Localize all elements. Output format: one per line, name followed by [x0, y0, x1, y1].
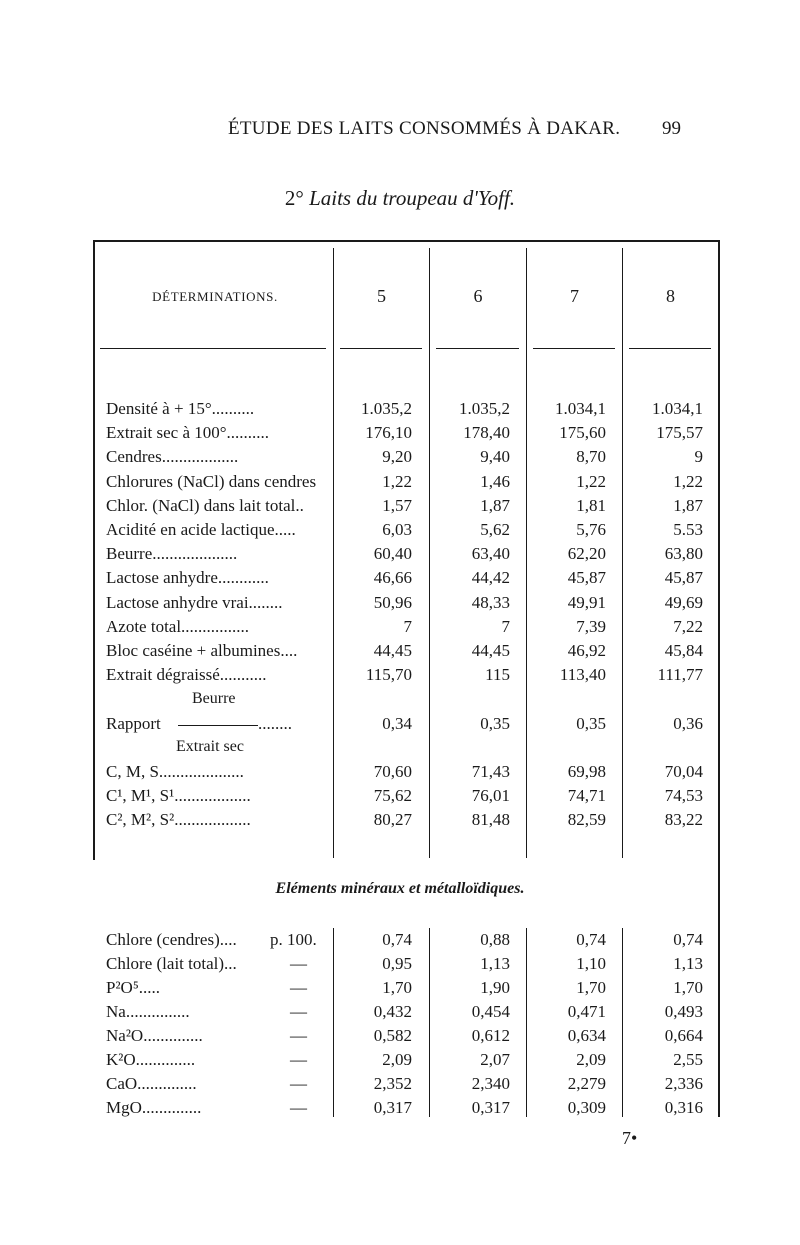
row-label: Azote total................	[106, 616, 250, 636]
table-cell: 45,87	[664, 568, 703, 588]
table-cell: 44,45	[471, 641, 510, 660]
table-cell: 1,22	[382, 471, 412, 491]
table-cell: 8,70	[576, 447, 606, 467]
table-cell: 1,46	[480, 471, 510, 491]
table-cell: 2,352	[373, 1074, 412, 1093]
table-cell: 2,340	[471, 1074, 510, 1093]
table-cell: 1,13	[673, 954, 703, 973]
table-cell: 175,57	[656, 423, 703, 443]
table-cell: 45,84	[664, 641, 703, 660]
table-cell: 1.034,1	[555, 399, 606, 418]
page-number: 99	[662, 118, 681, 139]
row-label: C², M², S²..................	[106, 810, 251, 829]
table-cell: 63,40	[471, 544, 510, 564]
table-cell: 0,317	[373, 1098, 412, 1117]
table-cell: 82,59	[567, 810, 606, 829]
table-cell: 74,53	[664, 786, 703, 805]
table-cell: 0,88	[480, 930, 510, 949]
row-label: Chlor. (NaCl) dans lait total..	[106, 495, 304, 515]
row-label: Cendres..................	[106, 447, 239, 467]
table-cell: 0,309	[567, 1098, 606, 1117]
table-cell: 1,22	[673, 471, 703, 491]
table-cell: 75,62	[373, 786, 412, 805]
table-cell: 5,62	[480, 520, 510, 539]
table-cell: 2,09	[382, 1050, 412, 1069]
row-label: Bloc caséine + albumines....	[106, 641, 298, 660]
table-cell: 76,01	[471, 786, 510, 805]
table-cell: 1,70	[382, 978, 412, 997]
table-cell: 111,77	[657, 665, 703, 685]
table-cell: 5,76	[576, 520, 606, 539]
column-header-7: 7	[570, 286, 579, 306]
table-cell: 0,664	[664, 1026, 703, 1045]
table-frame-top	[93, 240, 720, 242]
table-cell: 0,493	[664, 1002, 703, 1021]
table-cell: 46,92	[567, 641, 606, 660]
row-label: Chlorures (NaCl) dans cendres	[106, 471, 317, 491]
table-cell: 7	[501, 616, 510, 636]
table-cell: 44,42	[471, 568, 510, 588]
table-cell: 7,39	[576, 616, 606, 636]
table-subtitle	[0, 186, 800, 211]
table-cell: 6,03	[382, 520, 412, 539]
table-frame-left	[93, 240, 95, 860]
table-cell: 175,60	[559, 423, 606, 443]
table-cell: 63,80	[664, 544, 703, 564]
table-frame-right	[718, 240, 720, 1117]
table-cell: 0,74	[576, 930, 606, 949]
row-label: Lactose anhydre vrai........	[106, 592, 283, 612]
table-cell: 2,55	[673, 1050, 703, 1069]
table-cell: 1,70	[576, 978, 606, 997]
row-label: Beurre....................	[106, 544, 238, 564]
column-header-6: 6	[473, 286, 483, 306]
row-label: Na...............	[106, 1002, 190, 1021]
ditto-mark: —	[290, 1074, 307, 1093]
table-cell: 0,612	[471, 1026, 510, 1045]
table-cell: 9,20	[382, 447, 412, 467]
table-cell: 176,10	[365, 423, 412, 443]
table-cell: 178,40	[463, 423, 510, 443]
row-label: Lactose anhydre............	[106, 568, 269, 588]
minerals-title: Eléments minéraux et métalloïdiques.	[275, 880, 525, 897]
table-cell: 1,57	[382, 495, 412, 515]
ratio-value-7: 0,35	[576, 714, 606, 733]
row-label: Extrait sec à 100°..........	[106, 423, 270, 443]
table-cell: 49,69	[664, 592, 703, 612]
header-rule	[629, 348, 711, 349]
row-label: Na²O..............	[106, 1026, 203, 1045]
table-cell: 74,71	[567, 786, 606, 805]
subtitle-title: Laits du troupeau d'Yoff.	[309, 186, 516, 210]
header-rule	[436, 348, 519, 349]
unit-label: p. 100.	[270, 930, 317, 949]
table-cell: 0,317	[471, 1098, 510, 1117]
running-head: ÉTUDE DES LAITS CONSOMMÉS À DAKAR.	[228, 118, 621, 139]
table-cell: 1,87	[480, 495, 510, 515]
table-cell: 80,27	[373, 810, 412, 829]
table-cell: 115,70	[365, 665, 412, 685]
table-cell: 50,96	[373, 592, 412, 612]
row-label: K²O..............	[106, 1050, 196, 1069]
table-cell: 83,22	[664, 810, 703, 829]
table-cell: 45,87	[567, 568, 606, 588]
ratio-numerator: Beurre	[192, 690, 236, 707]
row-label: C¹, M¹, S¹..................	[106, 786, 251, 805]
header-rule	[533, 348, 615, 349]
table-cell: 60,40	[373, 544, 412, 564]
table-cell: 7	[403, 616, 412, 636]
column-header-8: 8	[666, 286, 675, 306]
row-label: P²O⁵.....	[106, 978, 161, 997]
row-label: Acidité en acide lactique.....	[106, 520, 296, 539]
table-cell: 70,04	[664, 762, 703, 781]
ditto-mark: —	[290, 1002, 307, 1021]
table-cell: 2,336	[664, 1074, 703, 1093]
table-cell: 0,95	[382, 954, 412, 973]
table-cell: 5.53	[673, 520, 703, 539]
table-cell: 81,48	[471, 810, 510, 829]
table-cell: 0,454	[471, 1002, 510, 1021]
table-cell: 0,582	[373, 1026, 412, 1045]
row-label: Densité à + 15°..........	[106, 399, 255, 418]
table-cell: 48,33	[471, 592, 510, 612]
table-cell: 1,10	[576, 954, 606, 973]
table-cell: 2,279	[567, 1074, 606, 1093]
column-header-determinations: DÉTERMINATIONS.	[152, 289, 278, 304]
subtitle-prefix: 2°	[284, 186, 310, 210]
table-cell: 0,634	[567, 1026, 606, 1045]
table-cell: 1,13	[480, 954, 510, 973]
ditto-mark: —	[290, 1026, 307, 1045]
table-cell: 1,70	[673, 978, 703, 997]
ratio-value-6: 0,35	[480, 714, 510, 733]
ratio-dots: ........	[258, 714, 292, 733]
row-label: Chlore (cendres)....	[106, 930, 237, 949]
signature-mark: 7•	[622, 1128, 638, 1148]
table-cell: 0,74	[382, 930, 412, 949]
row-label: C, M, S....................	[106, 762, 244, 781]
table-cell: 2,07	[480, 1050, 510, 1069]
table-cell: 1.034,1	[652, 399, 703, 418]
column-header-5: 5	[377, 286, 386, 306]
ditto-mark: —	[290, 1098, 307, 1117]
row-label: MgO..............	[106, 1098, 202, 1117]
ratio-denominator: Extrait sec	[176, 738, 244, 755]
header-rule	[340, 348, 422, 349]
table-cell: 113,40	[559, 665, 606, 685]
table-cell: 46,66	[373, 568, 412, 588]
row-label: CaO..............	[106, 1074, 197, 1093]
header-rule	[100, 348, 326, 349]
table-cell: 9,40	[480, 447, 510, 467]
table-cell: 7,22	[673, 616, 703, 636]
ditto-mark: —	[290, 978, 307, 997]
table-cell: 1,87	[673, 495, 703, 515]
table-cell: 0,471	[567, 1002, 606, 1021]
table-cell: 9	[694, 447, 703, 467]
table-cell: 49,91	[567, 592, 606, 612]
table-cell: 44,45	[373, 641, 412, 660]
table-cell: 115	[485, 665, 510, 685]
row-label: Extrait dégraissé...........	[106, 665, 267, 685]
table-cell: 71,43	[471, 762, 510, 781]
table-cell: 1,90	[480, 978, 510, 997]
table-cell: 2,09	[576, 1050, 606, 1069]
ditto-mark: —	[290, 1050, 307, 1069]
table-cell: 1.035,2	[361, 399, 412, 418]
ratio-fraction-bar	[178, 725, 258, 726]
table-cell: 69,98	[567, 762, 606, 781]
ratio-value-5: 0,34	[382, 714, 412, 733]
ratio-value-8: 0,36	[673, 714, 703, 733]
row-label: Chlore (lait total)...	[106, 954, 237, 973]
table-cell: 1.035,2	[459, 399, 510, 418]
table-cell: 0,316	[664, 1098, 703, 1117]
table-cell: 0,432	[373, 1002, 412, 1021]
table-cell: 0,74	[673, 930, 703, 949]
table-cell: 62,20	[567, 544, 606, 564]
table-cell: 1,81	[576, 495, 606, 515]
ratio-label: Rapport	[106, 714, 161, 733]
table-cell: 1,22	[576, 471, 606, 491]
ditto-mark: —	[290, 954, 307, 973]
table-cell: 70,60	[373, 762, 412, 781]
